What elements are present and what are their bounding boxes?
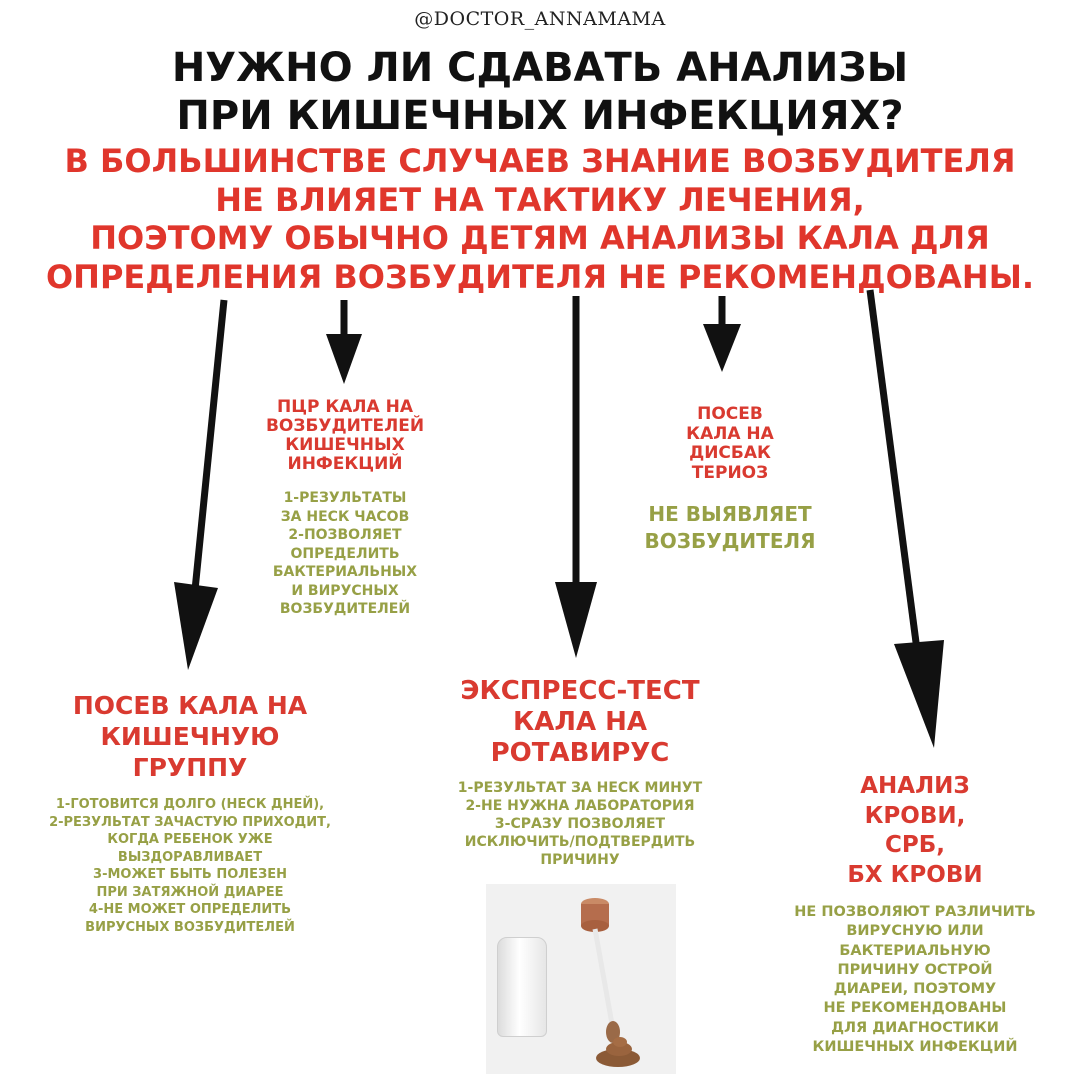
culture-note: ВИРУСНЫХ ВОЗБУДИТЕЛЕЙ	[85, 919, 295, 935]
culture-note: ПРИ ЗАТЯЖНОЙ ДИАРЕЕ	[96, 884, 284, 900]
pcr-title	[235, 398, 455, 474]
express-notes	[410, 779, 750, 869]
blood-note: НЕ РЕКОМЕНДОВАНЫ	[823, 1000, 1007, 1017]
pcr-title-line: ИНФЕКЦИЙ	[287, 454, 403, 474]
culture-note: КОГДА РЕБЕНОК УЖЕ	[107, 832, 273, 847]
arrow-head-5	[894, 640, 944, 748]
summary-line-4: ОПРЕДЕЛЕНИЯ ВОЗБУДИТЕЛЯ НЕ РЕКОМЕНДОВАНЫ.	[45, 257, 1035, 296]
express-note: 2-НЕ НУЖНА ЛАБОРАТОРИЯ	[465, 798, 695, 814]
culture-note: 2-РЕЗУЛЬТАТ ЗАЧАСТУЮ ПРИХОДИТ,	[49, 814, 331, 830]
culture-title	[10, 690, 370, 783]
express-title	[410, 676, 750, 769]
express-note: 1-РЕЗУЛЬТАТ ЗА НЕСК МИНУТ	[457, 780, 703, 796]
dysbacteriosis-box	[620, 405, 840, 555]
culture-note: 4-НЕ МОЖЕТ ОПРЕДЕЛИТЬ	[88, 902, 292, 917]
pcr-note: 1-РЕЗУЛЬТАТЫ	[283, 490, 407, 506]
blood-note: КИШЕЧНЫХ ИНФЕКЦИЙ	[812, 1039, 1018, 1056]
express-test-box	[410, 676, 750, 869]
dysbac-title-line: ТЕРИОЗ	[691, 462, 769, 483]
pcr-title-line: ПЦР КАЛА НА	[276, 397, 413, 417]
summary-line-1: В БОЛЬШИНСТВЕ СЛУЧАЕВ ЗНАНИЕ ВОЗБУДИТЕЛЯ	[64, 142, 1016, 180]
arrow-head-3	[555, 582, 597, 658]
blood-title-line: СРБ,	[884, 832, 945, 858]
dysbac-title-line: ДИСБАК	[689, 443, 771, 463]
blood-note: БАКТЕРИАЛЬНУЮ	[839, 942, 991, 959]
pcr-note: ОПРЕДЕЛИТЬ	[290, 545, 400, 562]
sample-stick-icon	[486, 884, 676, 1074]
culture-note: 1-ГОТОВИТСЯ ДОЛГО (НЕСК ДНЕЙ),	[55, 797, 325, 812]
express-title-line: ЭКСПРЕСС-ТЕСТ	[460, 676, 700, 706]
culture-note: 3-МОЖЕТ БЫТЬ ПОЛЕЗЕН	[93, 867, 287, 882]
culture-title-line: ПОСЕВ КАЛА НА	[72, 691, 308, 720]
express-note: 3-СРАЗУ ПОЗВОЛЯЕТ	[494, 816, 666, 832]
blood-notes	[760, 903, 1070, 1057]
culture-note: ВЫЗДОРАВЛИВАЕТ	[117, 849, 263, 865]
blood-note: НЕ ПОЗВОЛЯЮТ РАЗЛИЧИТЬ	[794, 904, 1036, 920]
pcr-box	[235, 398, 455, 619]
blood-note: ДЛЯ ДИАГНОСТИКИ	[831, 1019, 999, 1036]
blood-title	[760, 772, 1070, 890]
blood-test-box	[760, 772, 1070, 1057]
blood-title-line: БХ КРОВИ	[847, 861, 983, 888]
arrow-head-1	[174, 582, 218, 670]
author-handle: @DOCTOR_ANNAMAMA	[414, 8, 666, 30]
dysbac-note: НЕ ВЫЯВЛЯЕТ	[648, 502, 812, 526]
blood-note: ПРИЧИНУ ОСТРОЙ	[837, 961, 993, 978]
pcr-note: И ВИРУСНЫХ	[291, 582, 399, 599]
blood-note: ДИАРЕИ, ПОЭТОМУ	[833, 981, 997, 998]
summary-line-2: НЕ ВЛИЯЕТ НА ТАКТИКУ ЛЕЧЕНИЯ,	[215, 180, 865, 219]
culture-notes	[10, 796, 370, 936]
title-line-2: ПРИ КИШЕЧНЫХ ИНФЕКЦИЯХ?	[176, 93, 904, 139]
arrow-down-icon	[870, 290, 917, 650]
arrow-head-4	[703, 324, 741, 372]
express-title-line: РОТАВИРУС	[490, 738, 670, 768]
arrow-head-2	[326, 334, 362, 384]
dysbac-note: ВОЗБУДИТЕЛЯ	[644, 529, 816, 553]
culture-title-line: ГРУППУ	[132, 753, 248, 782]
title-line-1: НУЖНО ЛИ СДАВАТЬ АНАЛИЗЫ	[171, 45, 909, 91]
express-note: ИСКЛЮЧИТЬ/ПОДТВЕРДИТЬ	[464, 834, 696, 850]
pcr-title-line: ВОЗБУДИТЕЛЕЙ	[265, 416, 425, 436]
summary-line-3: ПОЭТОМУ ОБЫЧНО ДЕТЯМ АНАЛИЗЫ КАЛА ДЛЯ	[90, 219, 990, 257]
pcr-title-line: КИШЕЧНЫХ	[285, 435, 405, 455]
pcr-note: БАКТЕРИАЛЬНЫХ	[272, 564, 418, 580]
dysbac-title-line: КАЛА НА	[686, 423, 774, 444]
pcr-note: ВОЗБУДИТЕЛЕЙ	[279, 601, 411, 617]
pcr-note: ЗА НЕСК ЧАСОВ	[280, 508, 410, 525]
dysbac-title	[620, 405, 840, 483]
stool-culture-box	[10, 690, 370, 936]
blood-title-line: АНАЛИЗ	[860, 773, 970, 799]
dysbac-notes	[620, 501, 840, 555]
blood-note: ВИРУСНУЮ ИЛИ	[846, 923, 984, 940]
express-title-line: КАЛА НА	[512, 707, 648, 737]
culture-title-line: КИШЕЧНУЮ	[100, 722, 280, 751]
dysbac-title-line: ПОСЕВ	[697, 404, 763, 424]
pcr-notes	[235, 489, 455, 619]
blood-title-line: КРОВИ,	[864, 802, 966, 829]
pcr-note: 2-ПОЗВОЛЯЕТ	[288, 527, 402, 543]
express-note: ПРИЧИНУ	[540, 852, 620, 868]
arrow-down-icon	[195, 300, 224, 590]
